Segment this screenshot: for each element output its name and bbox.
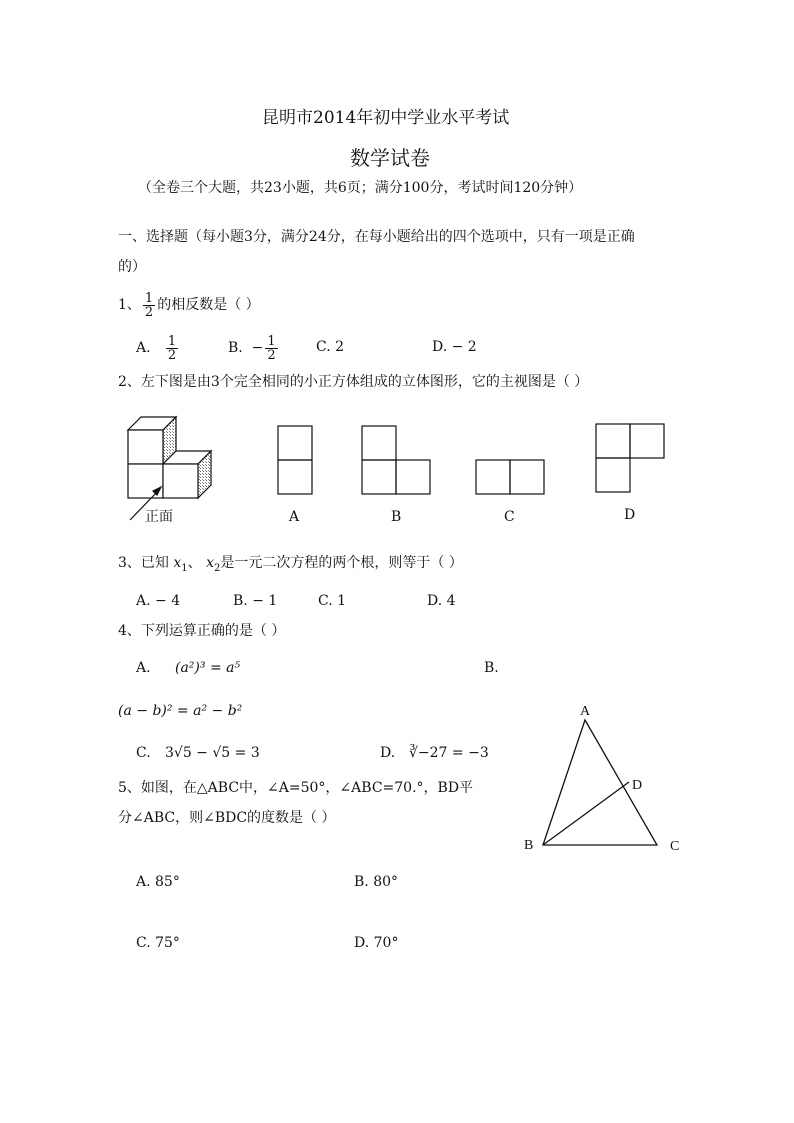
q5-option-a: A. 85° xyxy=(136,874,180,890)
q4-option-d-label: D. xyxy=(380,745,396,761)
q4-option-b-expr: (a − b)² = a² − b² xyxy=(118,703,243,719)
question-5-line2: 分∠ABC，则∠BDC的度数是（ ） xyxy=(118,810,336,826)
q4-option-d-expr: ∛−27 = −3 xyxy=(409,745,489,761)
fraction: $\frac{1}{2}$ xyxy=(144,290,154,320)
option-c-label: C xyxy=(504,509,515,525)
q4-option-a-label: A. xyxy=(136,660,151,676)
q1-option-d: D. − 2 xyxy=(432,339,477,355)
option-b-label: B xyxy=(391,509,402,525)
q4-option-c-label: C. xyxy=(136,745,151,761)
option-a-label: A xyxy=(289,509,300,525)
vertex-a-label: A xyxy=(580,704,591,719)
q1-option-c: C. 2 xyxy=(316,339,345,355)
question-2: 2、左下图是由3个完全相同的小正方体组成的立体图形，它的主视图是（ ） xyxy=(118,374,589,390)
option-d-label: D xyxy=(624,507,636,523)
option-d-figure xyxy=(596,424,664,492)
question-1 xyxy=(118,290,260,320)
q4-option-c-expr: 3√5 − √5 = 3 xyxy=(165,745,260,761)
q4-option-b-label: B. xyxy=(484,660,499,676)
triangle-figure xyxy=(515,695,695,860)
question-5-line1: 5、如图，在△ABC中，∠A=50°，∠ABC=70.°，BD平 xyxy=(118,780,474,796)
cube-front-face xyxy=(163,464,198,498)
q5-option-d: D. 70° xyxy=(354,935,399,951)
q1-option-a: A. $\frac{1}{2}$ xyxy=(136,333,177,363)
question-number: 1、 xyxy=(118,297,141,313)
question-3: 3、已知 $x_1$、 $x_2$是一元二次方程的两个根，则等于（ ） xyxy=(118,555,463,574)
point-d-label: D xyxy=(632,778,643,793)
front-label: 正面 xyxy=(145,509,173,525)
segment-bd xyxy=(543,782,629,845)
question-4: 4、下列运算正确的是（ ） xyxy=(118,623,286,639)
q3-option-d: D. 4 xyxy=(427,593,456,609)
exam-note: （全卷三个大题，共23小题，共6页；满分100分，考试时间120分钟） xyxy=(138,180,583,196)
exam-title: 昆明市2014年初中学业水平考试 xyxy=(262,108,510,128)
q5-option-c: C. 75° xyxy=(136,935,180,951)
q3-option-b: B. − 1 xyxy=(233,593,278,609)
cube-solid-figure xyxy=(128,417,211,520)
section-heading-line2: 的） xyxy=(118,259,146,275)
question-text: 的相反数是（ ） xyxy=(157,297,260,313)
q4-option-a-expr: (a²)³ = a⁵ xyxy=(175,660,241,676)
exam-subject: 数学试卷 xyxy=(350,146,430,170)
option-c-figure xyxy=(476,460,544,494)
section-heading-line1: 一、选择题（每小题3分，满分24分，在每小题给出的四个选项中，只有一项是正确 xyxy=(118,229,635,245)
vertex-b-label: B xyxy=(524,838,534,853)
q3-option-c: C. 1 xyxy=(318,593,347,609)
option-a-figure xyxy=(278,426,312,494)
q3-option-a: A. − 4 xyxy=(136,593,181,609)
q1-option-b: B. − $\frac{1}{2}$ xyxy=(228,333,276,363)
cube-front-face xyxy=(128,430,163,464)
q5-option-b: B. 80° xyxy=(354,874,399,890)
vertex-c-label: C xyxy=(670,839,680,854)
option-b-figure xyxy=(362,426,430,494)
